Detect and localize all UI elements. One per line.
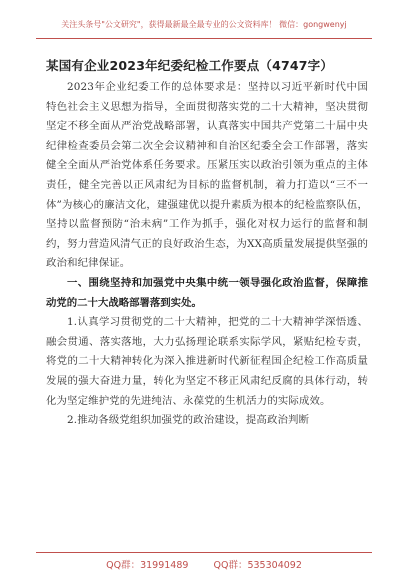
section-heading-1: 一、围绕坚持和加强党中央集中统一领导强化政治监督，保障推动党的二十大战略部署落到实处。 <box>46 276 368 309</box>
item-1-paragraph: 1.认真学习贯彻党的二十大精神，把党的二十大精神学深悟透、融会贯通、落实落地，大力弘扬理论联系实际学风，紧贴纪检专责，将党的二十大精神转化为深入推进新时代新征程国企纪检工作高质量发展的强大奋进力量，转化为坚定不移正风肃纪反腐的具体行动，转化为坚定维护党的先进纯洁、永葆党的生机活力的实际成效。 <box>46 316 368 407</box>
document-body <box>46 78 368 431</box>
page-header <box>36 8 372 39</box>
footer-qq-group-1: QQ群：31991489 <box>106 560 189 571</box>
footer-qq-group-2: QQ群：535304092 <box>213 560 302 571</box>
document-title: 某国有企业2023年纪委纪检工作要点（4747字） <box>46 58 334 73</box>
item-2-paragraph: 2.推动各级党组织加强党的政治建设，提高政治判断 <box>67 414 310 427</box>
page-footer <box>36 552 372 573</box>
header-promo-text: 关注头条号"公文研究"，获得最新最全最专业的公文资料库！ 微信：gongwenyj <box>61 20 347 29</box>
intro-paragraph: 2023年企业纪委工作的总体要求是：坚持以习近平新时代中国特色社会主义思想为指导，全面贯彻落实党的二十大精神，坚决贯彻坚定不移全面从严治党战略部署，认真落实中国共产党第二十届中央纪律检查委员会第二次全会议精神和自治区纪委全会工作部署，落实健全全面从严治党体系任务要求。压紧压实以政治引领为重点的主体责任，健全完善以正风肃纪为目标的监督机制，着力打造以“三不一体”为核心的廉洁文化，建强建优以提升素质为根本的纪检监察队伍，坚持以监督预防“治未病”工作为抓手，强化对权力运行的监督和制约，努力营造风清气正的良好政治生态，为XX高质量发展提供坚强的政治和纪律保证。 <box>46 81 368 270</box>
